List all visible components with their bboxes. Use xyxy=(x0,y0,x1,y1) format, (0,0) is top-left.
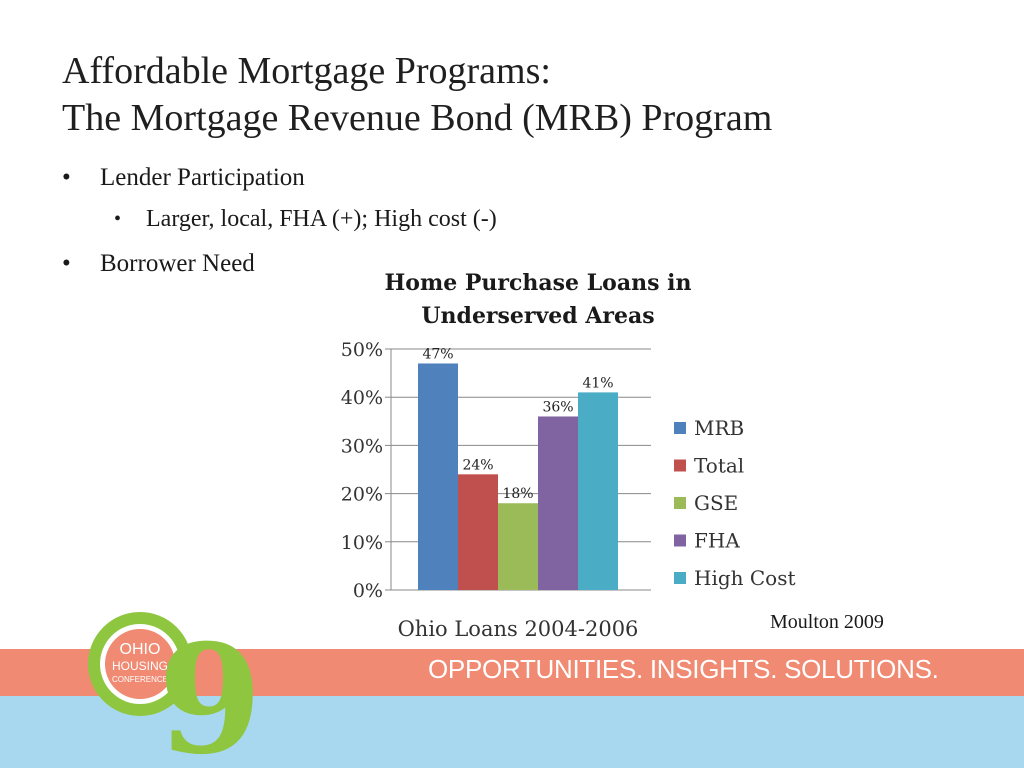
bullet-text: Borrower Need xyxy=(100,250,255,277)
chart-title-line-2: Underserved Areas xyxy=(421,303,655,329)
data-label: 47% xyxy=(422,346,454,363)
legend-swatch xyxy=(674,422,686,434)
data-label: 41% xyxy=(582,375,614,392)
legend-label: GSE xyxy=(694,491,739,515)
slide-title-line-2: The Mortgage Revenue Bond (MRB) Program xyxy=(62,97,773,139)
slide-title xyxy=(62,48,982,142)
logo-text-ohio: OHIO xyxy=(119,641,161,658)
sub-bullet-text: Larger, local, FHA (+); High cost (-) xyxy=(146,206,497,232)
y-tick-label: 10% xyxy=(340,531,383,554)
bullet-dot: • xyxy=(114,208,122,230)
bar-gse xyxy=(498,503,538,590)
slide-title-line-1: Affordable Mortgage Programs: xyxy=(62,50,551,92)
chart-title-line-1: Home Purchase Loans in xyxy=(384,270,692,296)
bar-total xyxy=(458,474,498,590)
y-tick-label: 30% xyxy=(340,435,383,458)
footer-tagline: OPPORTUNITIES. INSIGHTS. SOLUTIONS. xyxy=(428,654,939,684)
y-tick-label: 0% xyxy=(352,580,383,602)
legend-swatch xyxy=(674,460,686,472)
legend-label: FHA xyxy=(694,528,740,553)
y-tick-label: 40% xyxy=(340,387,383,410)
bullet-text: Lender Participation xyxy=(100,164,305,191)
logo-text-conference: CONFERENCE xyxy=(111,675,169,684)
category-label: Ohio Loans 2004-2006 xyxy=(397,617,639,641)
y-tick-label: 20% xyxy=(340,483,383,506)
legend-label: MRB xyxy=(694,416,745,440)
bullet-dot: • xyxy=(62,250,71,277)
bar-chart xyxy=(300,262,820,646)
logo-text-housing: HOUSING xyxy=(111,659,169,673)
bullet-dot: • xyxy=(62,164,71,191)
source-citation: Moulton 2009 xyxy=(770,611,884,633)
logo-number-nine: 9 xyxy=(157,612,262,768)
data-label: 24% xyxy=(462,457,494,474)
legend-label: High Cost xyxy=(694,566,796,590)
legend-swatch xyxy=(674,497,686,509)
bar-fha xyxy=(538,416,578,590)
bar-high-cost xyxy=(578,392,618,590)
data-label: 18% xyxy=(502,486,534,503)
legend-swatch xyxy=(674,535,686,547)
bar-mrb xyxy=(418,363,458,590)
y-tick-label: 50% xyxy=(340,339,383,361)
legend-swatch xyxy=(674,572,686,584)
bar-chart-svg xyxy=(300,262,820,646)
ohio-housing-conference-logo xyxy=(62,612,262,768)
legend-label: Total xyxy=(694,453,745,478)
data-label: 36% xyxy=(542,399,574,416)
